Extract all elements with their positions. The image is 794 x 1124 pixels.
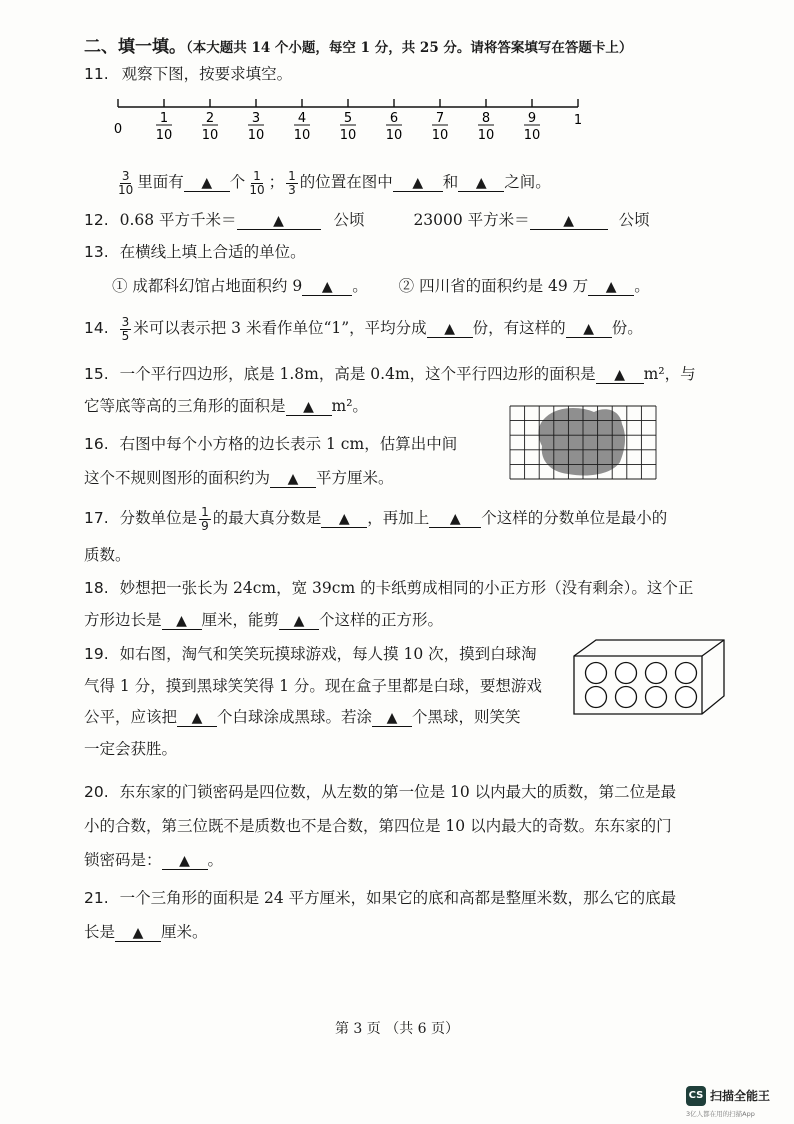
q14-blank-2[interactable]: ▲ [566,320,612,338]
q19-line1: 19. 如右图，淘气和笑笑玩摸球游戏，每人摸 10 次，摸到白球淘 [84,645,537,663]
number-line-fraction-label [340,111,357,143]
q17-line2: 质数。 [84,546,131,564]
fraction-3-10: $\frac{3}{10}$ [118,169,134,197]
section-header [84,32,632,57]
svg-text:10: 10 [201,128,219,143]
q11-prompt [84,62,292,84]
svg-text:6: 6 [389,111,399,126]
q12-blank-1[interactable]: ▲ [237,212,321,230]
q13-blank-1[interactable]: ▲ [302,278,352,296]
question-number: 11. [84,65,109,83]
ball-box [568,634,730,720]
number-line [110,96,590,146]
brand-tagline: 3亿人都在用的扫描App [686,1110,755,1118]
number-line-fraction-label [294,111,311,143]
fraction-1-3: $\frac{1}{3}$ [288,169,296,197]
white-ball [676,687,697,708]
q19-line3: 公平，应该把 ▲ 个白球涂成黑球。若涂 ▲ 个黑球，则笑笑 [84,708,521,726]
q14: 14. $\frac{3}{5}$ 米可以表示把 3 米看作单位“1”，平均分成 ▲ 份，有这样的 ▲ 份。 [84,315,643,343]
q11-blank-3[interactable]: ▲ [458,174,504,192]
white-ball [646,663,667,684]
fraction-1-10: $\frac{1}{10}$ [249,169,265,197]
svg-text:1: 1 [159,111,169,126]
q11-blank-1[interactable]: ▲ [184,174,230,192]
scanner-watermark [686,1084,794,1120]
number-line-fraction-label [524,111,541,143]
q13-prompt: 13. 在横线上填上合适的单位。 [84,243,306,261]
q18-blank-2[interactable]: ▲ [279,612,319,630]
number-line-fraction-label [202,111,219,143]
section-note: （本大题共 14 个小题，每空 1 分，共 25 分。请将答案填写在答题卡上） [186,40,633,56]
svg-text:9: 9 [527,111,537,126]
brand-name: 扫描全能王 [710,1089,771,1103]
q15-line1: 15. 一个平行四边形，底是 1.8m，高是 0.4m，这个平行四边形的面积是 ▲ m²，与 [84,365,696,383]
svg-text:4: 4 [297,111,307,126]
svg-text:10: 10 [247,128,265,143]
q12-blank-2[interactable]: ▲ [530,212,608,230]
q21-line2: 长是 ▲ 厘米。 [84,923,208,941]
white-ball [676,663,697,684]
q19-blank-1[interactable]: ▲ [177,709,217,727]
svg-text:3: 3 [251,111,261,126]
q16-line2: 这个不规则图形的面积约为 ▲ 平方厘米。 [84,469,394,487]
fraction-1-9: $\frac{1}{9}$ [201,505,209,533]
q16-line1: 16. 右图中每个小方格的边长表示 1 cm，估算出中间 [84,435,458,453]
q21-blank[interactable]: ▲ [115,924,161,942]
q18-line2: 方形边长是 ▲ 厘米，能剪 ▲ 个这样的正方形。 [84,611,444,629]
q17-blank-1[interactable]: ▲ [321,510,367,528]
number-line-fraction-label [478,111,495,143]
q14-blank-1[interactable]: ▲ [427,320,473,338]
q16-blank[interactable]: ▲ [270,470,316,488]
svg-text:10: 10 [385,128,403,143]
q20-line3: 锁密码是： ▲ 。 [84,851,224,869]
number-line-fraction-label [248,111,265,143]
q21-line1: 21. 一个三角形的面积是 24 平方厘米，如果它的底和高都是整厘米数，那么它的底最 [84,889,677,907]
svg-text:2: 2 [205,111,215,126]
number-line-fraction-label [432,111,449,143]
q18-line1: 18. 妙想把一张长为 24cm，宽 39cm 的卡纸剪成相同的小正方形（没有剩余）。这个正 [84,579,694,597]
white-ball [616,687,637,708]
svg-text:10: 10 [523,128,541,143]
number-line-fraction-label [156,111,173,143]
white-ball [616,663,637,684]
section-title: 二、填一填。 [84,37,186,57]
q19-blank-2[interactable]: ▲ [372,709,412,727]
svg-text:10: 10 [431,128,449,143]
number-line-fraction-label [386,111,403,143]
q19-line2: 气得 1 分，摸到黑球笑笑得 1 分。现在盒子里都是白球，要想游戏 [84,677,542,695]
white-ball [646,687,667,708]
q13-items: ① 成都科幻馆占地面积约 9 ▲ 。 ② 四川省的面积约是 49 万 ▲ 。 [112,277,650,295]
q17-line1: 17. 分数单位是 $\frac{1}{9}$ 的最大真分数是 ▲ ，再加上 ▲ 个这样的分数单位是最小的 [84,505,668,533]
svg-text:7: 7 [435,111,445,126]
q15-line2: 它等底等高的三角形的面积是 ▲ m²。 [84,397,368,415]
q19-line4: 一定会获胜。 [84,740,178,758]
white-ball [586,663,607,684]
q20-blank[interactable]: ▲ [162,852,208,870]
fraction-3-5: $\frac{3}{5}$ [121,315,130,343]
svg-text:5: 5 [343,111,353,126]
q17-blank-2[interactable]: ▲ [429,510,481,528]
q20-line2: 小的合数，第三位既不是质数也不是合数，第四位是 10 以内最大的奇数。东东家的门 [84,817,672,835]
q20-line1: 20. 东东家的门锁密码是四位数，从左数的第一位是 10 以内最大的质数，第二位是最 [84,783,677,801]
q13-blank-2[interactable]: ▲ [588,278,634,296]
svg-text:8: 8 [481,111,491,126]
q11-text: 观察下图，按要求填空。 [121,65,293,83]
page-footer: 第 3 页 （共 6 页） [334,1021,460,1037]
q11-fill-line: $\frac{3}{10}$ 里面有 ▲ 个 $\frac{1}{10}$ ； $\frac{1}{3}$ 的位置在图中 ▲ 和 ▲ 之间。 [118,169,551,197]
number-line-end-label: 1 [573,113,583,128]
irregular-shape-grid [506,404,662,480]
svg-text:10: 10 [293,128,311,143]
q18-blank-1[interactable]: ▲ [162,612,202,630]
white-ball [586,687,607,708]
svg-text:10: 10 [339,128,357,143]
q15-blank-2[interactable]: ▲ [286,398,332,416]
camscanner-logo-icon: CS [686,1086,706,1106]
svg-text:10: 10 [155,128,173,143]
svg-text:10: 10 [477,128,495,143]
number-line-start-label: 0 [113,122,123,137]
q11-blank-2[interactable]: ▲ [393,174,443,192]
q15-blank-1[interactable]: ▲ [596,366,644,384]
q12: 12. 0.68 平方千米＝ ▲ 公顷 23000 平方米＝ ▲ 公顷 [84,211,650,229]
